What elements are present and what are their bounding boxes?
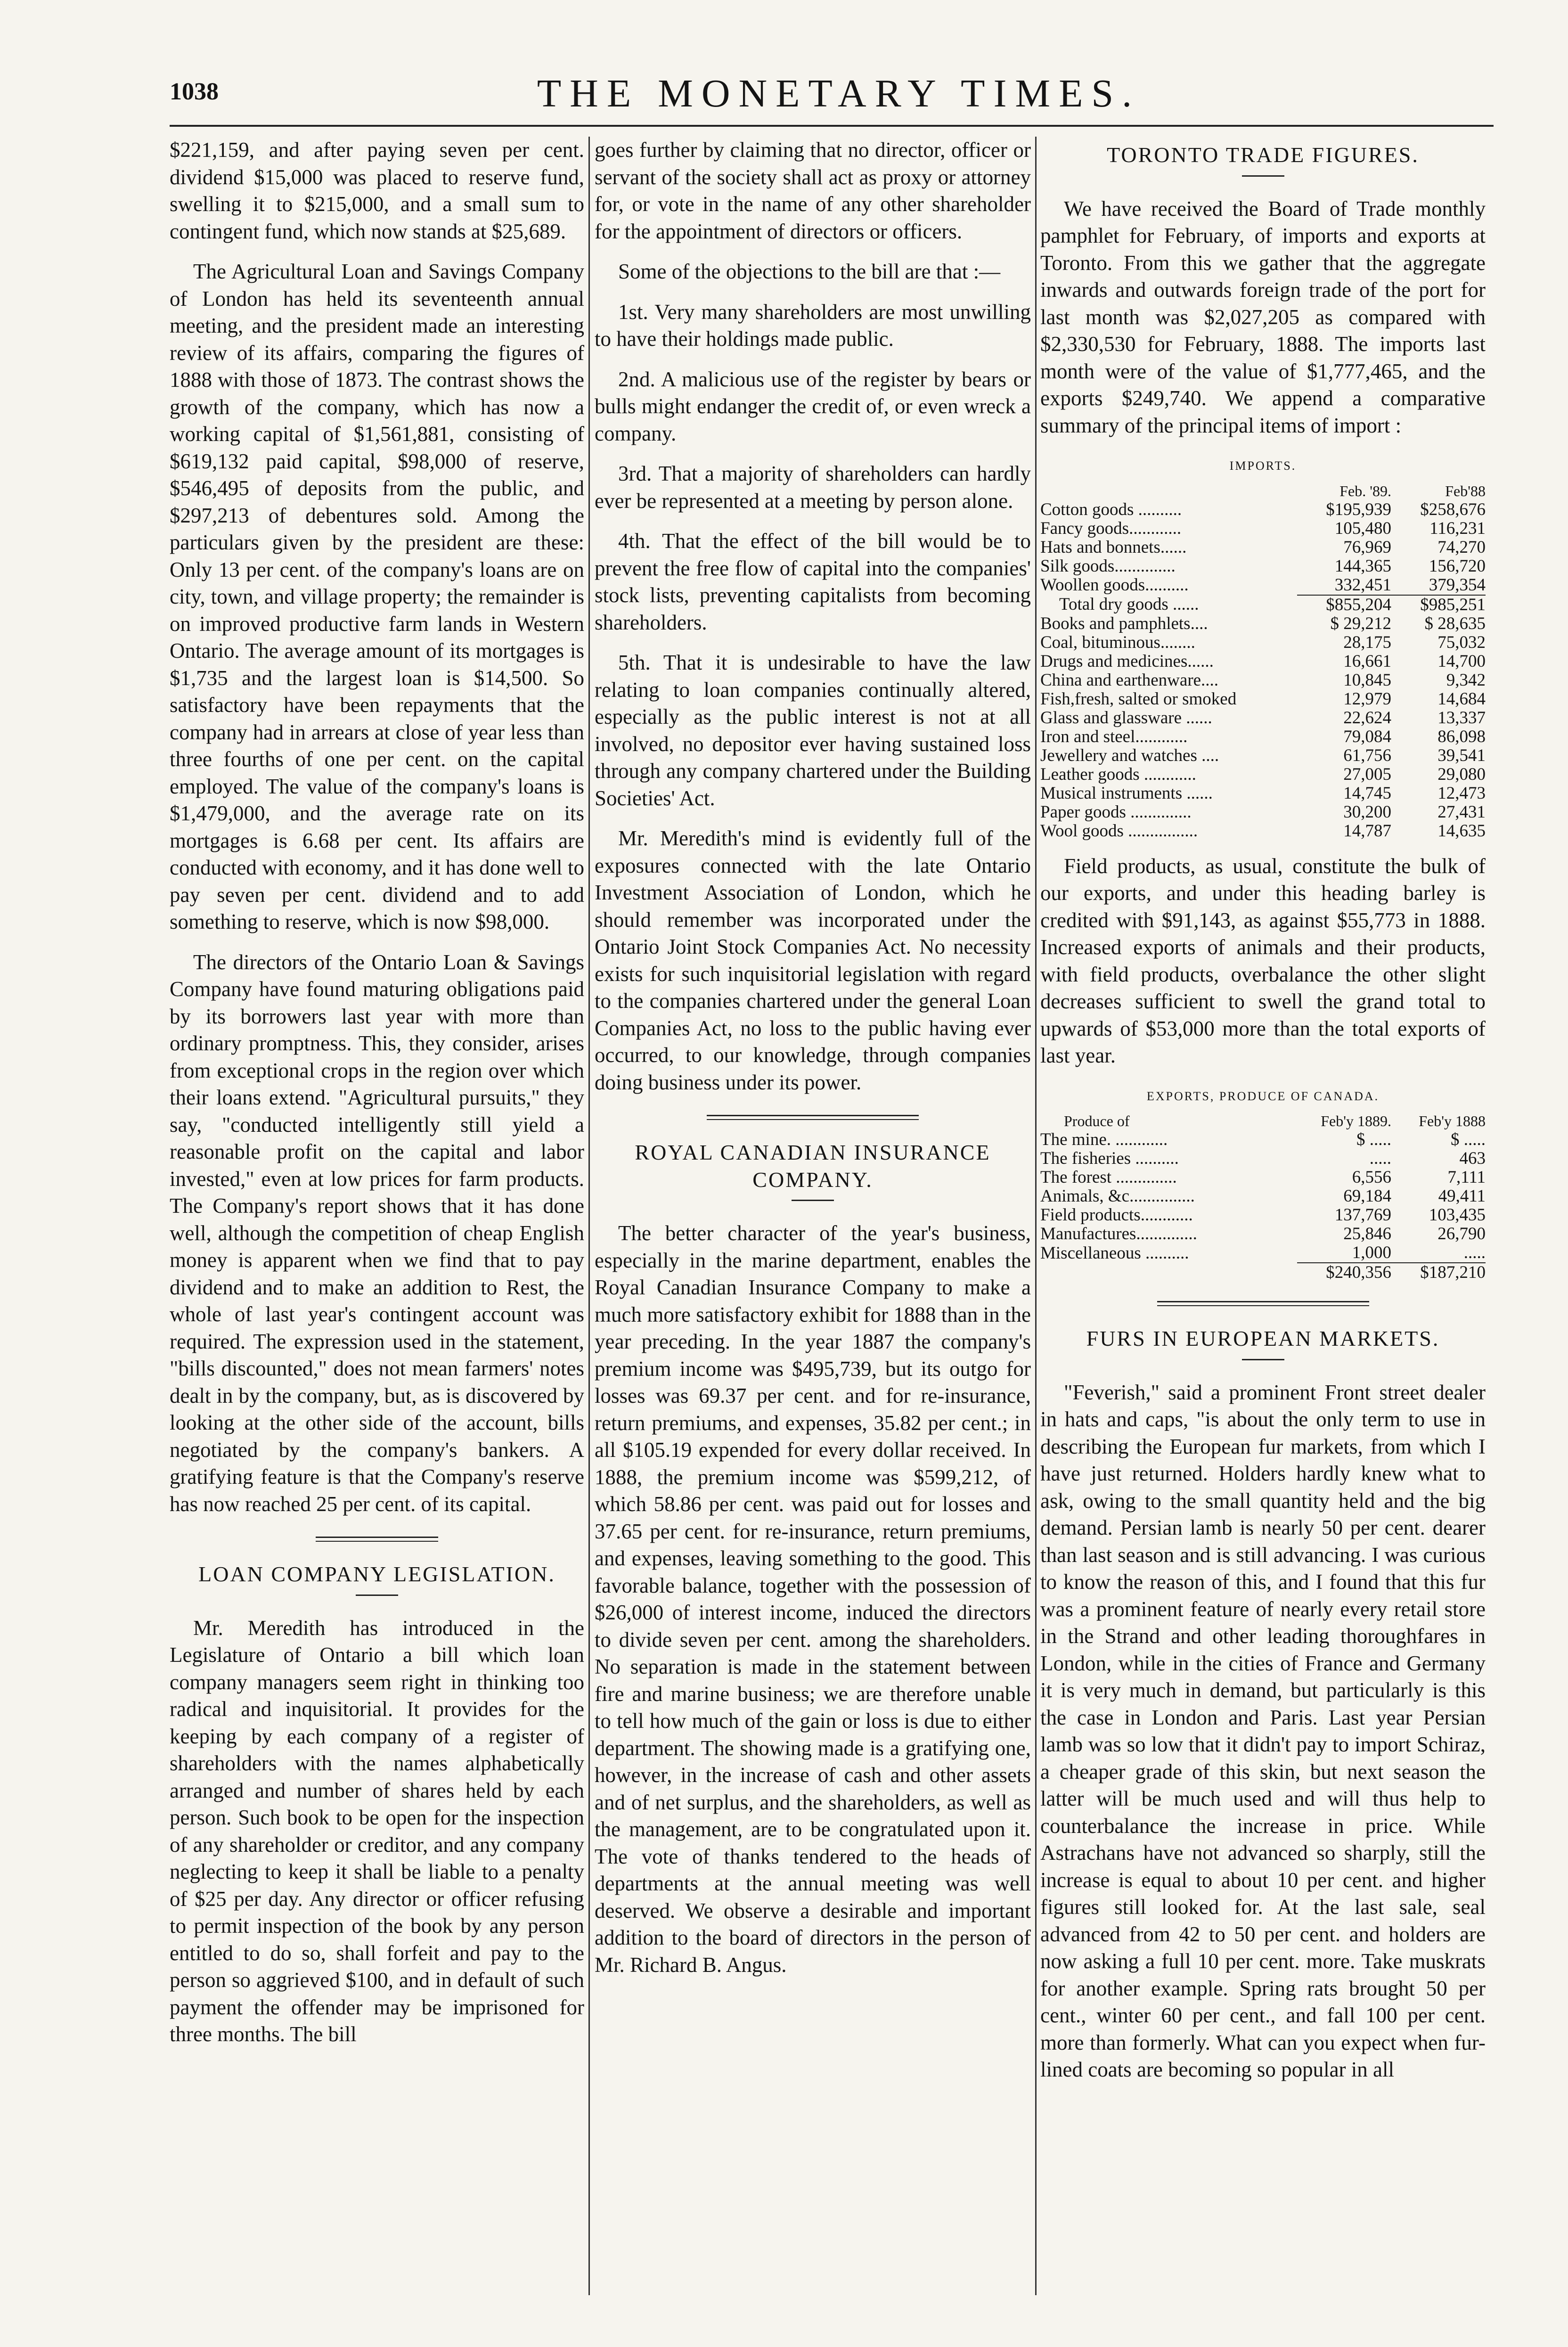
row-label: Wool goods ................ bbox=[1040, 821, 1198, 841]
article-title: TORONTO TRADE FIGURES. bbox=[1107, 143, 1419, 167]
row-value: 16,661 bbox=[1343, 651, 1391, 671]
paragraph: Mr. Meredith's mind is evidently full of the exposures connected with the late Ontario Investment Association of London, which he should remember was incorporated under the Ontario Joint Stock Companies Act. No necessity exists for such inquisitorial legislation with regard to the companies chartered under the general Loan Companies Act, no loss to the public having ever occurred, to our knowledge, through companies doing business under its power. bbox=[595, 826, 1031, 1094]
row-value: 156,720 bbox=[1429, 556, 1486, 576]
row-label: Drugs and medicines...... bbox=[1040, 651, 1214, 671]
row-value: 30,200 bbox=[1343, 802, 1391, 822]
row-label: The fisheries .......... bbox=[1040, 1149, 1179, 1168]
row-value: 29,080 bbox=[1437, 764, 1486, 784]
row-value: 12,979 bbox=[1343, 689, 1391, 709]
table-row bbox=[1040, 1225, 1486, 1243]
paragraph: $221,159, and after paying seven per cent. dividend $15,000 was placed to reserve fund, swelling it to $215,000, and a small sum to contingent fund, which now stands at $25,689. bbox=[170, 138, 584, 243]
article-title: FURS IN EUROPEAN MARKETS. bbox=[1086, 1326, 1440, 1350]
row-label: Silk goods.............. bbox=[1040, 556, 1176, 576]
objection-item: 1st. Very many shareholders are most unwilling to have their holdings made public. bbox=[595, 300, 1031, 351]
objection-item: 5th. That it is undesirable to have the law relating to loan companies continually altered, especially as the public interest is not at all involved, no depositor ever having sustained loss through any company chartered under the Building Societies' Act. bbox=[595, 651, 1031, 810]
row-label: Leather goods ............ bbox=[1040, 764, 1196, 784]
row-value: 75,032 bbox=[1437, 632, 1486, 652]
section-rule bbox=[1157, 1301, 1369, 1306]
table-row bbox=[1040, 1149, 1486, 1168]
total-value: $240,356 bbox=[1297, 1263, 1391, 1282]
row-label: Glass and glassware ...... bbox=[1040, 708, 1212, 728]
column-header: Feb'88 bbox=[1445, 482, 1486, 499]
column-header: Produce of bbox=[1064, 1112, 1130, 1129]
row-value: 144,365 bbox=[1334, 556, 1391, 576]
row-value: 61,756 bbox=[1343, 745, 1391, 765]
column-header: Feb. '89. bbox=[1339, 482, 1391, 499]
column-2 bbox=[595, 137, 1031, 2300]
row-value: 28,175 bbox=[1343, 632, 1391, 652]
table-row bbox=[1040, 765, 1486, 784]
paragraph: goes further by claiming that no director, officer or servant of the society shall act as proxy or attorney for, or vote in the name of any other shareholder for the appointment of directors or officers. bbox=[595, 138, 1031, 243]
table-row bbox=[1040, 1130, 1486, 1149]
table-row bbox=[1040, 709, 1486, 728]
row-value: 76,969 bbox=[1343, 537, 1391, 557]
table-row bbox=[1040, 538, 1486, 557]
row-label: Field products............ bbox=[1040, 1205, 1193, 1225]
row-value: 9,342 bbox=[1446, 670, 1486, 690]
title-rule bbox=[792, 1200, 834, 1201]
row-value: 27,005 bbox=[1343, 764, 1391, 784]
row-value: 49,411 bbox=[1438, 1186, 1486, 1206]
column-header: Feb'y 1889. bbox=[1321, 1112, 1391, 1129]
table-row bbox=[1040, 576, 1486, 595]
title-rule bbox=[356, 1595, 398, 1596]
row-value: 332,451 bbox=[1334, 575, 1391, 595]
table-row bbox=[1040, 690, 1486, 709]
total-value: $855,204 bbox=[1297, 595, 1391, 614]
total-value: $985,251 bbox=[1391, 595, 1486, 614]
paragraph: The better character of the year's business, especially in the marine department, enables the Royal Canadian Insurance Company to make a much more satisfactory exhibit for 1888 than in the year preceding. In the year 1887 the company's premium income was $495,739, but its outgo for losses was 69.37 per cent. and for re-insurance, return premiums, and expenses, 35.82 per cent.; in all $105.19 expended for every dollar received. In 1888, the premium income was $599,212, of which 58.86 per cent. was paid out for losses and 37.65 per cent. for re-insurance, return premiums, and expenses, leaving something to the good. This favorable balance, together with the possession of $26,000 of interest income, induced the directors to divide seven per cent. among the shareholders. No separation is made in the statement between fire and marine business; we are therefore unable to tell how much of the gain or loss is due to either department. The showing made is a gratifying one, however, in the increase of cash and other assets and of net surplus, and the shareholders, as well as the management, are to be congratulated upon it. The vote of thanks tendered to the heads of departments at the annual meeting was well deserved. We observe a desirable and important addition to the board of directors in the person of Mr. Richard B. Angus. bbox=[595, 1221, 1031, 1977]
objection-item: 4th. That the effect of the bill would be to prevent the free flow of capital into the companies' stock lists, preventing capitalists from becoming shareholders. bbox=[595, 529, 1031, 634]
row-label: Woollen goods.......... bbox=[1040, 575, 1189, 595]
table-row bbox=[1040, 671, 1486, 690]
table-row bbox=[1040, 519, 1486, 538]
table-row bbox=[1040, 746, 1486, 765]
paragraph: Field products, as usual, constitute the bulk of our exports, and under this heading barley is credited with $91,143, as against $55,773 in 1888. Increased exports of animals and their products, with field products, overbalance the other slight decreases sufficient to swell the grand total to upwards of $53,000 more than the total exports of last year. bbox=[1040, 854, 1486, 1067]
row-value: 14,787 bbox=[1343, 821, 1391, 841]
row-value: $258,676 bbox=[1420, 499, 1486, 519]
row-value: 7,111 bbox=[1447, 1168, 1486, 1187]
table-row bbox=[1040, 1168, 1486, 1187]
paragraph: The Agricultural Loan and Savings Company of London has held its seventeenth annual meeting, and the president made an interesting review of its affairs, comparing the figures of 1888 with those of 1873. The contrast shows the growth of the company, which has now a working capital of $1,561,881, consisting of $619,132 paid capital, $98,000 of reserve, $546,495 of deposits from the public, and $297,213 of debentures sold. Among the particulars given by the president are these: Only 13 per cent. of the company's loans are on city, town, and village property; the remainder is on improved productive farm lands in Western Ontario. The average amount of its mortgages is $1,735 and the largest loan is $14,500. So satisfactory have been repayments that the company had in arrears at close of year less than three fourths of one per cent. on the capital employed. The value of the company's loans is $1,479,000, and the average rate on its mortgages is 6.68 per cent. Its affairs are conducted with economy, and it has done well to pay seven per cent. dividend and to add something to reserve, which is now $98,000. bbox=[170, 260, 584, 933]
row-value: 79,084 bbox=[1343, 727, 1391, 746]
table-row bbox=[1040, 822, 1486, 841]
row-value: $ ..... bbox=[1451, 1130, 1486, 1149]
table-row bbox=[1040, 1187, 1486, 1206]
row-value: 14,700 bbox=[1437, 651, 1486, 671]
objection-item: 2nd. A malicious use of the register by bears or bulls might endanger the credit of, or even wreck a company. bbox=[595, 367, 1031, 445]
page-number: 1038 bbox=[170, 78, 219, 105]
table-row bbox=[1040, 500, 1486, 519]
row-value: 86,098 bbox=[1437, 727, 1486, 746]
paragraph: We have received the Board of Trade monthly pamphlet for February, of imports and exports at Toronto. From this we gather that the aggregate inwards and outwards foreign trade of the port for last month was $2,027,205 as compared with $2,330,530 for February, 1888. The imports last month were of the value of $1,777,465, and the exports $249,740. We append a comparative summary of the principal items of import : bbox=[1040, 196, 1486, 437]
header-rule bbox=[170, 125, 1494, 127]
row-value: 69,184 bbox=[1343, 1186, 1391, 1206]
row-label: Fish,fresh, salted or smoked bbox=[1040, 689, 1237, 709]
row-value: 26,790 bbox=[1437, 1224, 1486, 1243]
row-label: China and earthenware.... bbox=[1040, 670, 1219, 690]
row-value: 74,270 bbox=[1437, 537, 1486, 557]
row-value: 137,769 bbox=[1334, 1205, 1391, 1225]
row-label: The mine. ............ bbox=[1040, 1130, 1168, 1149]
table-row bbox=[1040, 652, 1486, 671]
paragraph: "Feverish," said a prominent Front street dealer in hats and caps, "is about the only term to use in describing the European fur markets, from which I have just returned. Holders hardly knew what to ask, owing to the small quantity held and the big demand. Persian lamb is nearly 50 per cent. dearer than last season and is still advancing. I was curious to know the reason of this, and I found that this fur was a prominent feature of nearly every retail store in the Strand and other leading thoroughfares in London, while in the cities of France and Germany it is very much in demand, but particularly is this the case in London and Paris. Last year Persian lamb was so low that it didn't pay to import Schiraz, a cheaper grade of this skin, but next season the latter will be much used and will thus help to counterbalance the increase in price. While Astrachans have not advanced so sharply, still the increase is equal to about 10 per cent. and higher figures still looked for. At the last sale, seal advanced from 42 to 50 per cent. and holders are now asking a full 10 per cent. more. Take muskrats for another example. Spring rats brought 50 per cent., winter 60 per cent., and fall 100 per cent. more than formerly. What can you expect when fur-lined coats are becoming so popular in all bbox=[1040, 1380, 1486, 2081]
row-value: $ 28,635 bbox=[1424, 613, 1486, 633]
row-value: 6,556 bbox=[1352, 1168, 1391, 1187]
row-label: Animals, &c............... bbox=[1040, 1186, 1195, 1206]
table-row bbox=[1040, 633, 1486, 652]
row-value: 1,000 bbox=[1352, 1243, 1391, 1262]
column-1 bbox=[170, 137, 584, 2300]
row-label: Books and pamphlets.... bbox=[1040, 613, 1208, 633]
section-rule bbox=[707, 1115, 919, 1120]
row-value: 379,354 bbox=[1429, 575, 1486, 595]
row-value: 463 bbox=[1459, 1149, 1486, 1168]
row-value: 105,480 bbox=[1334, 518, 1391, 538]
row-value: 39,541 bbox=[1437, 745, 1486, 765]
row-label: Hats and bonnets...... bbox=[1040, 537, 1187, 557]
objection-item: 3rd. That a majority of shareholders can hardly ever be represented at a meeting by person alone. bbox=[595, 462, 1031, 513]
row-label: Miscellaneous .......... bbox=[1040, 1243, 1189, 1263]
row-value: 25,846 bbox=[1343, 1224, 1391, 1243]
row-label: Cotton goods .......... bbox=[1040, 499, 1182, 519]
row-value: ..... bbox=[1369, 1149, 1391, 1168]
table-row bbox=[1040, 803, 1486, 822]
row-value: 116,231 bbox=[1429, 518, 1486, 538]
total-value: $187,210 bbox=[1391, 1263, 1486, 1282]
table-row bbox=[1040, 728, 1486, 746]
table-row bbox=[1040, 784, 1486, 803]
title-rule bbox=[1242, 175, 1284, 177]
total-label: Total dry goods ...... bbox=[1059, 595, 1199, 614]
table-row bbox=[1040, 1243, 1486, 1263]
article-title: LOAN COMPANY LEGISLATION. bbox=[198, 1562, 555, 1586]
table-row bbox=[1040, 1206, 1486, 1225]
row-label: Fancy goods............ bbox=[1040, 518, 1182, 538]
row-value: 14,635 bbox=[1437, 821, 1486, 841]
paragraph: Some of the objections to the bill are that :— bbox=[618, 260, 1001, 283]
row-value: 103,435 bbox=[1429, 1205, 1486, 1225]
row-value: 12,473 bbox=[1437, 783, 1486, 803]
column-divider bbox=[588, 137, 590, 2295]
masthead: THE MONETARY TIMES. bbox=[537, 72, 1141, 115]
row-value: 13,337 bbox=[1437, 708, 1486, 728]
column-header: Feb'y 1888 bbox=[1419, 1112, 1486, 1129]
row-value: 14,684 bbox=[1437, 689, 1486, 709]
paragraph: Mr. Meredith has introduced in the Legislature of Ontario a bill which loan company managers seem right in thinking too radical and inquisitorial. It provides for the keeping by each company of a register of shareholders with the names alphabetically arranged and number of shares held by each person. Such book to be open for the inspection of any shareholder or creditor, and any company neglecting to keep it shall be liable to a penalty of $25 per day. Any director or officer refusing to permit inspection of the book by any person entitled to do so, shall forfeit and pay to the person so aggrieved $100, and in default of such payment the offender may be imprisoned for three months. The bill bbox=[170, 1616, 584, 2046]
row-label: Manufactures.............. bbox=[1040, 1224, 1197, 1243]
table-row bbox=[1040, 557, 1486, 576]
row-label: Jewellery and watches .... bbox=[1040, 745, 1219, 765]
row-label: Coal, bituminous........ bbox=[1040, 632, 1195, 652]
exports-caption: EXPORTS, PRODUCE OF CANADA. bbox=[1146, 1089, 1380, 1103]
row-value: $195,939 bbox=[1326, 499, 1391, 519]
row-value: 14,745 bbox=[1343, 783, 1391, 803]
article-title: ROYAL CANADIAN INSURANCE COMPANY. bbox=[635, 1140, 991, 1192]
paragraph: The directors of the Ontario Loan & Savings Company have found maturing obligations paid by its borrowers last year with more than ordinary promptness. This, they consider, arises from exceptional crops in the region over which their loans extend. "Agricultural pursuits," they say, "conducted intelligently still yield a reasonable profit on the capital and labor invested," even at low prices for farm products. The Company's report shows that it has done well, although the competition of cheap English money is apparent when we find that to pay dividend and to make an addition to Rest, the whole of last year's contingent account was required. The expression used in the statement, "bills discounted," does not mean farmers' notes dealt in by the company, but, as is discovered by looking at the other side of the account, bills negotiated by the company's bankers. A gratifying feature is that the Company's reserve has now reached 25 per cent. of its capital. bbox=[170, 950, 584, 1516]
section-rule bbox=[316, 1537, 438, 1542]
title-rule bbox=[1242, 1359, 1284, 1360]
row-label: The forest .............. bbox=[1040, 1168, 1177, 1187]
row-value: 27,431 bbox=[1437, 802, 1486, 822]
row-label: Paper goods .............. bbox=[1040, 802, 1192, 822]
row-value: $ 29,212 bbox=[1330, 613, 1391, 633]
row-value: $ ..... bbox=[1356, 1130, 1391, 1149]
imports-table bbox=[1040, 452, 1486, 841]
table-row bbox=[1040, 614, 1486, 633]
exports-table bbox=[1040, 1083, 1486, 1283]
column-divider bbox=[1035, 137, 1037, 2295]
row-label: Iron and steel............ bbox=[1040, 727, 1188, 746]
row-value: 22,624 bbox=[1343, 708, 1391, 728]
row-value: ..... bbox=[1463, 1243, 1486, 1262]
row-label: Musical instruments ...... bbox=[1040, 783, 1213, 803]
imports-caption: IMPORTS. bbox=[1229, 459, 1297, 473]
row-value: 10,845 bbox=[1343, 670, 1391, 690]
column-3 bbox=[1040, 137, 1486, 2300]
